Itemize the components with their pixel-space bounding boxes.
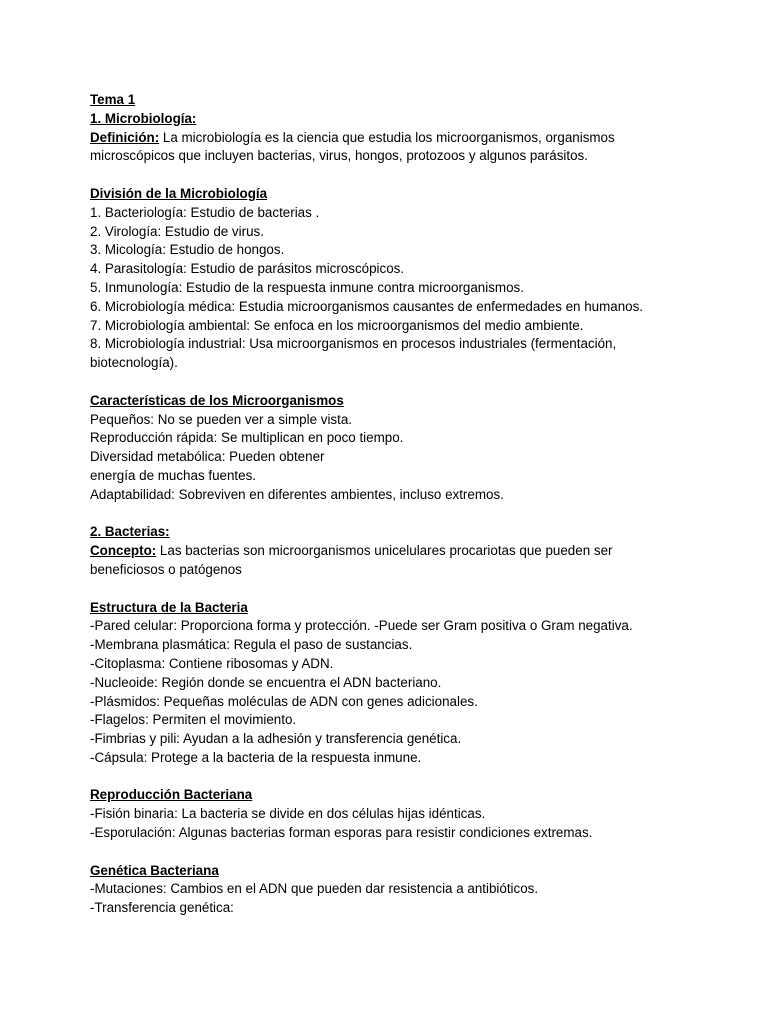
list-item: 1. Bacteriología: Estudio de bacterias . — [90, 204, 320, 220]
list-item: -Plásmidos: Pequeñas moléculas de ADN con genes adicionales. — [90, 693, 478, 709]
list-item: -Cápsula: Protege a la bacteria de la respuesta inmune. — [90, 749, 422, 765]
spacer — [90, 373, 750, 392]
definition-text: La microbiología es la ciencia que estudia los microorganismos, organismos — [159, 129, 615, 145]
list-item: -Transferencia genética: — [90, 900, 234, 916]
spacer — [90, 580, 750, 599]
topic-heading: Tema 1 — [90, 92, 136, 107]
genetics-list — [90, 880, 750, 918]
definition-paragraph — [90, 129, 750, 148]
list-item: Pequeños: No se pueden ver a simple vista. — [90, 411, 353, 427]
division-heading: División de la Microbiología — [90, 185, 268, 201]
list-item: 5. Inmunología: Estudio de la respuesta inmune contra microorganismos. — [90, 279, 524, 295]
definition-text-continued: microscópicos que incluyen bacterias, virus, hongos, protozoos y algunos parásitos. — [90, 148, 588, 164]
list-item: Adaptabilidad: Sobreviven en diferentes ambientes, incluso extremos. — [90, 486, 504, 502]
characteristics-list — [90, 411, 750, 505]
section-heading-microbiologia: 1. Microbiología: — [90, 110, 197, 126]
list-item: -Fimbrias y pili: Ayudan a la adhesión y transferencia genética. — [90, 731, 462, 747]
list-item: 6. Microbiología médica: Estudia microorganismos causantes de enfermedades en humanos. — [90, 298, 644, 314]
characteristics-heading: Características de los Microorganismos — [90, 392, 344, 408]
list-item-continued: energía de muchas fuentes. — [90, 467, 257, 483]
list-item: 8. Microbiología industrial: Usa microorganismos en procesos industriales (fermentación, — [90, 336, 617, 352]
structure-heading: Estructura de la Bacteria — [90, 599, 248, 615]
concept-paragraph — [90, 542, 750, 561]
concept-text: Las bacterias son microorganismos unicelulares procariotas que pueden ser — [156, 543, 613, 559]
list-item: -Nucleoide: Región donde se encuentra el ADN bacteriano. — [90, 674, 442, 690]
document-page — [90, 91, 750, 918]
list-item: Reproducción rápida: Se multiplican en poco tiempo. — [90, 430, 404, 446]
list-item: 3. Micología: Estudio de hongos. — [90, 242, 285, 258]
section-heading-bacterias: 2. Bacterias: — [90, 524, 170, 540]
list-item: -Pared celular: Proporciona forma y protección. -Puede ser Gram positiva o Gram negativa. — [90, 618, 633, 634]
list-item: Diversidad metabólica: Pueden obtener — [90, 449, 325, 465]
spacer — [90, 843, 750, 862]
list-item: -Esporulación: Algunas bacterias forman esporas para resistir condiciones extremas. — [90, 825, 593, 841]
definition-label: Definición: — [90, 129, 160, 145]
list-item: 2. Virología: Estudio de virus. — [90, 223, 264, 239]
list-item: 7. Microbiología ambiental: Se enfoca en los microorganismos del medio ambiente. — [90, 317, 584, 333]
division-list — [90, 204, 750, 373]
list-item: -Citoplasma: Contiene ribosomas y ADN. — [90, 655, 334, 671]
list-item: -Mutaciones: Cambios en el ADN que pueden dar resistencia a antibióticos. — [90, 881, 539, 897]
spacer — [90, 768, 750, 787]
structure-list — [90, 617, 750, 767]
list-item: -Membrana plasmática: Regula el paso de sustancias. — [90, 637, 413, 653]
list-item: 4. Parasitología: Estudio de parásitos microscópicos. — [90, 261, 405, 277]
genetics-heading: Genética Bacteriana — [90, 862, 219, 878]
list-item: -Flagelos: Permiten el movimiento. — [90, 712, 297, 728]
spacer — [90, 166, 750, 185]
list-item: -Fisión binaria: La bacteria se divide en dos células hijas idénticas. — [90, 806, 486, 822]
list-item-continued: biotecnología). — [90, 355, 178, 371]
reproduction-list — [90, 805, 750, 843]
concept-text-continued: beneficiosos o patógenos — [90, 561, 242, 577]
spacer — [90, 505, 750, 524]
reproduction-heading: Reproducción Bacteriana — [90, 787, 253, 803]
concept-label: Concepto: — [90, 543, 157, 559]
